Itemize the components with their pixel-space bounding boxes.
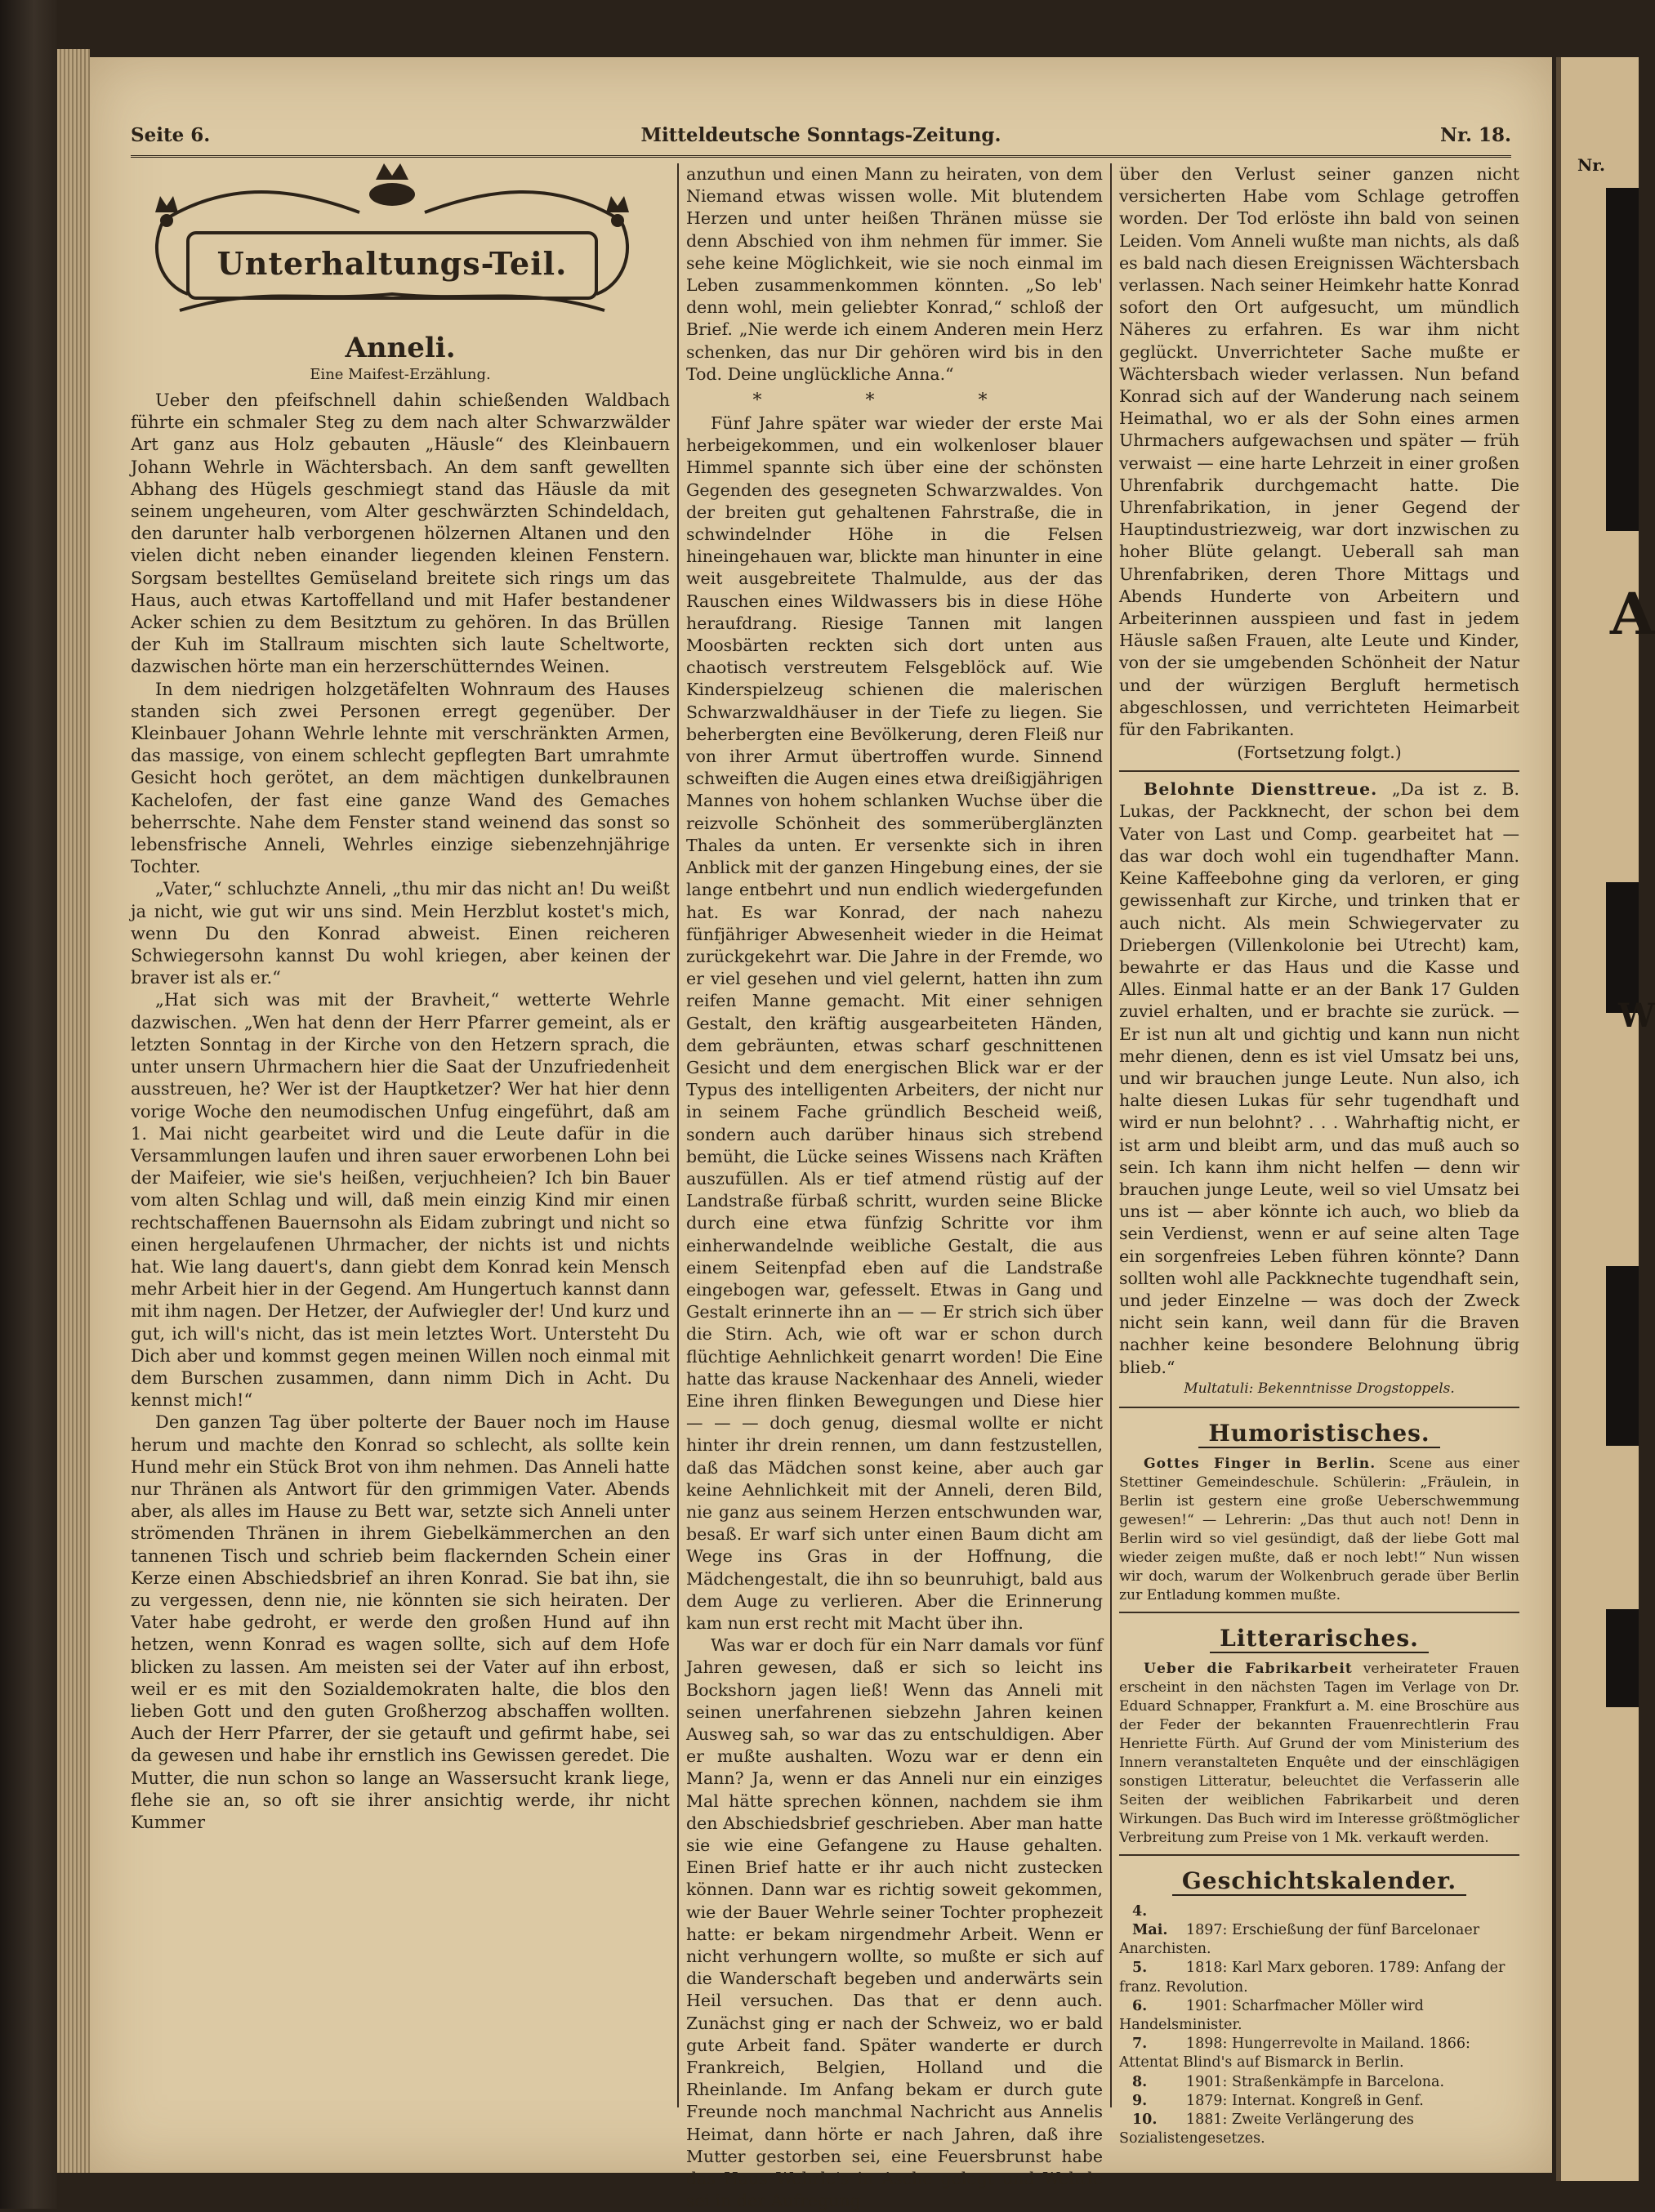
calendar-heading: Geschichtskalender. <box>1119 1867 1519 1894</box>
calendar-entry: 8. 1901: Straßenkämpfe in Barcelona. <box>1132 2073 1445 2090</box>
calendar-list <box>1119 1902 1519 2149</box>
calendar-entry: 6. 1901: Scharfmacher Möller wird Handelsminister. <box>1119 1997 1424 2033</box>
column-rule <box>677 163 679 2107</box>
section-break: * * * <box>752 390 1037 412</box>
notice-text: „Da ist z. B. Lukas, der Packknecht, der schon bei dem Vater von Last und Comp. gearbeitet hat — das war doch wohl ein tugendhafter Mann. Keine Kaffeebohne ging da verloren, er ging gewissenhaft zur Kirche, und trinken that er auch nicht. Als mein Schwiegervater zu Driebergen (Villenkolonie bei Utrecht) kam, bewahrte er das Haus und die Kasse und Alles. Einmal hatte er an der Bank 17 Gulden zuviel erhalten, und er brachte sie zurück. — Er ist nun alt und gichtig und kann nun nicht mehr dienen, denn es ist viel Umsatz bei uns, und wir brauchen junge Leute. Nun also, ich halte diesen Lukas für sehr tugendhaft und wird er nun belohnt? . . . Wahrhaftig nicht, er ist arm und bleibt arm, und das muß auch so sein. Ich kann ihm nicht helfen — denn wir brauchen junge Leute, weil so viel Umsatz bei uns ist — aber könnte ich auch, wo blieb da sein Verdienst, wenn er auf seine alten Tage ein sorgenfreies Leben führen könnte? Dann sollten wohl alle Packknechte tugendhaft sein, und jeder Einzelne — was doch der Zweck nicht sein kann, weil dann für die Braven nachher keine besondere Belohnung übrig blieb.“ <box>1119 779 1519 1377</box>
story-paragraph: Was war er doch für ein Narr damals vor fünf Jahren gewesen, daß er sich so leicht ins Bockshorn jagen ließ! Wenn das Anneli mit seinen unerfahrenen siebzehn Jahren keinen Ausweg sah, so war das zu entschuldigen. Aber er mußte aushalten. Wozu war er denn ein Mann? Ja, wenn er das Anneli nur ein einziges Mal hätte sprechen können, nachdem sie ihm den Abschiedsbrief geschrieben. Aber man hatte sie wie eine Gefangene zu Hause gehalten. Einen Brief hatte er ihr auch nicht zustecken können. Dann war es richtig soweit gekommen, wie der Bauer Wehrle seiner Tochter prophezeit hatte: er bekam nirgendmehr Arbeit. Wenn er nicht verhungern wollte, so mußte er sich auf die Wanderschaft begeben und anderwärts sein Heil versuchen. Das that er denn auch. Zunächst ging er nach der Schweiz, wo er bald gute Arbeit fand. Später wanderte er durch Frankreich, Belgien, Holland und die Rheinlande. Im Anfang bekam er durch gute Freunde noch manchmal Nachricht aus Annelis Heimat, dann hörte er nach Jahren, daß ihre Mutter gestorben sei, eine Feuersbrunst habe das Haus Wehrle's in Asche gelegt und Wehrle sei in der Aufregung <box>686 1635 1103 2211</box>
page-number: Seite 6. <box>131 124 211 146</box>
literary-heading: Litterarisches. <box>1119 1625 1519 1652</box>
divider <box>1119 1407 1519 1408</box>
calendar-entry: 4. Mai. 1897: Erschießung der fünf Barcelonaer Anarchisten. <box>1119 1902 1480 1958</box>
humor-block <box>1119 1455 1519 1605</box>
calendar-entry: 5. 1818: Karl Marx geboren. 1789: Anfang der franz. Revolution. <box>1119 1960 1506 1996</box>
story-paragraph: Den ganzen Tag über polterte der Bauer noch im Hause herum und machte den Konrad so schlecht, als sollte kein Hund mehr ein Stück Brot von ihm nehmen. Das Anneli hatte nur Thränen als Antwort für den grimmigen Vater. Abends aber, als alles im Hause zu Bett war, setzte sich Anneli unter strömenden Thränen in ihrem Giebelkämmerchen an den tannenen Tisch und schrieb beim flackernden Schein einer Kerze einen Abschiedsbrief an ihren Konrad. Sie bat ihn, sie zu vergessen, denn nie, nie könnten sie sich heiraten. Der Vater habe gedroht, er werde den großen Hund auf ihn hetzen, wenn Konrad es wagen sollte, sich auf dem Hofe blicken zu lassen. Am meisten sei der Vater auf ihn erbost, weil er es mit den Sozialdemokraten halte, die blos den lieben Gott und den guten Großherzog abschaffen wollten. Auch der Herr Pfarrer, der sie getauft und gefirmt habe, sei da gewesen und habe ihr ernstlich ins Gewissen geredet. Die Mutter, die nun schon so lange an Wassersucht krank liege, flehe sie an, so oft sie ihrer ansichtig werde, ihr nicht Kummer <box>131 1412 670 1832</box>
literary-block <box>1119 1660 1519 1848</box>
page-stack-edge <box>57 49 90 2173</box>
newspaper-title: Mitteldeutsche Sonntags-Zeitung. <box>640 124 1001 146</box>
divider <box>1119 1612 1519 1613</box>
adjacent-page-fragment: Nr. A W <box>1556 57 1639 2181</box>
story-title: Anneli. <box>345 332 456 364</box>
column-1 <box>131 163 670 2107</box>
section-title: Unterhaltungs-Teil. <box>216 245 568 282</box>
column-2 <box>686 163 1103 2211</box>
notice-source: Multatuli: Bekenntnisse Drogstoppels. <box>1184 1380 1455 1397</box>
story-paragraph: über den Verlust seiner ganzen nicht versicherten Habe vom Schlage getroffen worden. Der Tod erlöste ihn bald von seinen Leiden. Vom Anneli wußte man nichts, als daß es bald nach diesen Ereignissen Wächtersbach verlassen. Nach seiner Heimkehr hatte Konrad sofort den Ort aufgesucht, um mündlich Näheres zu erfahren. Es war ihm nicht geglückt. Unverrichteter Sache mußte er Wächtersbach wieder verlassen. Nun befand Konrad sich auf der Wanderung nach seinem Heimathal, wo er als der Sohn eines armen Uhrmachers aufgewachsen und später — früh verwaist — eine harte Lehrzeit in einer großen Uhrenfabrik durchgemacht hatte. Die Uhrenfabrikation, in jener Gegend der Hauptindustriezweig, war dort inzwischen zu hoher Blüte gelangt. Ueberall sah man Uhrenfabriken, deren Thore Mittags und Abends Hunderte von Arbeitern und Arbeiterinnen ausspieen und fast in jedem Häusle saßen Frauen, alte Leute und Kinder, von der sie umgebenden Schönheit der Natur und der würzigen Bergluft hermetisch abgeschlossen, und verrichteten Heimarbeit für den Fabrikanten. <box>1119 164 1519 740</box>
notice-article <box>1119 778 1519 1378</box>
column-3 <box>1119 163 1519 2147</box>
story-paragraph: „Hat sich was mit der Bravheit,“ wetterte Wehrle dazwischen. „Wen hat denn der Herr Pfarrer gemeint, als er letzten Sonntag in der Kirche von den Hetzern sprach, die unter unsern Uhrmachern hier die Saat der Unzufriedenheit ausstreuen, he? Wer ist der Hauptketzer? Wer hat hier denn vorige Woche den neumodischen Unfug eingeführt, daß am 1. Mai nicht gearbeitet wird und die Leute dafür in die Versammlungen laufen und ihren sauer erworbenen Lohn bei der Maifeier, wie sie's heißen, verjuchheien? Ich bin Bauer vom alten Schlag und will, daß mein einzig Kind mir einen rechtschaffenen Bauernsohn als Eidam zubringt und nicht so einen hergelaufenen Uhrmacher, der nichts ist und nichts hat. Wie lang dauert's, dann giebt dem Konrad kein Mensch mehr Arbeit hier in der Gegend. Am Hungertuch kannst dann mit ihm nagen. Der Hetzer, der Aufwiegler der! Und kurz und gut, ich will's nicht, das ist mein letztes Wort. Untersteht Du Dich aber und kommst gegen meinen Willen noch einmal mit dem Burschen zusammen, dann nimm Dich in Acht. Du kennst mich!“ <box>131 990 670 1411</box>
column-rule <box>1110 163 1112 2107</box>
story-paragraph: Ueber den pfeifschnell dahin schießenden Waldbach führte ein schmaler Steg zu dem nach alter Schwarzwälder Art ganz aus Holz gebauten „Häusle“ des Kleinbauern Johann Wehrle in Wächtersbach. An dem sanft gewellten Abhang des Hügels geschmiegt stand das Häusle da mit seinem ungeheuren, vom Alter geschwärzten Schindeldach, den darunter halb verborgenen hölzernen Altanen und den vielen dicht neben einander liegenden kleinen Fenstern. Sorgsam bestelltes Gemüseland breitete sich rings um das Haus, auch etwas Kartoffelland und mit Hafer bestandener Acker schien zu dem Besitztum zu gehören. In das Brüllen der Kuh im Stallraum mischten sich laute Scheltworte, dazwischen hörte man ein herzerschütterndes Weinen. <box>131 390 670 677</box>
literary-item-text: verheirateter Frauen erscheint in den nächsten Tagen im Verlage von Dr. Eduard Schnapper, Frankfurt a. M. eine Broschüre aus der Feder der bekannten Frauenrechtlerin Frau Henriette Fürth. Auf Grund der vom Ministerium des Innern veranstalteten Enquête und der einschlägigen sonstigen Litteratur, beleuchtet die Verfasserin alle Seiten der weiblichen Fabrikarbeit und deren Wirkungen. Das Buch wird im Interesse größtmöglicher Verbreitung zum Preise von 1 Mk. verkauft werden. <box>1119 1660 1519 1846</box>
literary-item-heading: Ueber die Fabrikarbeit <box>1144 1660 1353 1677</box>
calendar-entry: 7. 1898: Hungerrevolte in Mailand. 1866: Attentat Blind's auf Bismarck in Berlin. <box>1119 2036 1470 2072</box>
notice-heading: Belohnte Diensttreue. <box>1144 779 1378 800</box>
story-paragraph: „Vater,“ schluchzte Anneli, „thu mir das nicht an! Du weißt ja nicht, wie gut wir uns sind. Mein Herzblut kostet's mich, wenn Du den Konrad abweist. Einen reicheren Schwiegersohn kannst Du wohl kriegen, aber keinen der braver ist als er.“ <box>131 879 670 988</box>
story-paragraph: Fünf Jahre später war wieder der erste Mai herbeigekommen, und ein wolkenloser blauer Himmel spannte sich über eine der schönsten Gegenden des gesegneten Schwarzwaldes. Von der breiten gut gehaltenen Fahrstraße, die in schwindelnder Höhe in die Felsen hineingehauen war, blickte man hinunter in eine weit ausgebreitete Thalmulde, aus der das Rauschen eines Wildwassers bis in diese Höhe heraufdrang. Riesige Tannen mit langen Moosbärten reckten sich dort unten aus chaotisch verstreutem Felsgeblöck auf. Wie Kinderspielzeug schienen die malerischen Schwarzwaldhäuser in der Tiefe zu liegen. Sie beherbergten eine Bevölkerung, deren Fleiß nur von ihrer Armut übertroffen wurde. Sinnend schweiften die Augen eines etwa dreißigjährigen Mannes von hohem schlanken Wuchse über die reizvolle Schönheit des sommerüberglänzten Thales da unten. Er versenkte sich in ihren Anblick mit der ganzen Hingebung eines, der sie lange entbehrt und nun endlich wiedergefunden hat. Es war Konrad, der nach nahezu fünfjähriger Abwesenheit wieder in die Heimat zurückgekehrt war. Die Jahre in der Fremde, wo er viel gesehen und viel gelernt, hatten ihn zum reifen Manne gemacht. Mit einer sehnigen Gestalt, den kräftig ausgearbeiteten Händen, dem gebräunten, etwas scharf geschnittenen Gesicht und dem energischen Blick war er der Typus des intelligenten Arbeiters, der nicht nur in seinem Fache gründlich Bescheid weiß, sondern auch darüber hinaus sich strebend bemüht, die Lücke seines Wissens nach Kräften auszufüllen. Als er tief atmend rüstig auf der Landstraße fürbaß schritt, wurden seine Blicke durch eine etwa fünfzig Schritte vor ihm einherwandelnde weibliche Gestalt, die aus einem Seitenpfad eben auf die Landstraße eingebogen war, gefesselt. Etwas in Gang und Gestalt erinnerte ihn an — — Er strich sich über die Stirn. Ach, wie oft war er schon durch flüchtige Aehnlichkeit genarrt worden! Die Eine hatte das krause Nackenhaar des Anneli, wieder Eine ihren flinken Bewegungen und Diese hier — — — doch genug, diesmal wollte er nicht hinter ihr drein rennen, um dann festzustellen, daß das Mädchen sonst keine, aber auch gar keine Aehnlichkeit mit der Anneli, deren Bild, nie ganz aus seinem Herzen entschwunden war, besaß. Er warf sich unter einen Baum dicht am Wege ins Gras in der Hoffnung, die Mädchengestalt, die ihn so beunruhigt, bald aus dem Auge zu verlieren. Aber die Erinnerung kam nun erst recht mit Macht über ihn. <box>686 413 1103 1633</box>
calendar-entry: 9. 1879: Internat. Kongreß in Genf. <box>1132 2092 1424 2109</box>
story-subtitle: Eine Maifest-Erzählung. <box>310 366 491 383</box>
continued-note: (Fortsetzung folgt.) <box>1237 743 1402 763</box>
humor-heading: Humoristisches. <box>1119 1420 1519 1447</box>
running-head <box>131 123 1511 158</box>
humor-item-text: Scene aus einer Stettiner Gemeindeschule. Schülerin: „Fräulein, in Berlin ist gestern eine große Ueberschwemmung gewesen!“ — Lehrerin: „Das thut auch not! Denn in Berlin wird so viel gesündigt, daß der liebe Gott mal wieder zeigen mußte, daß er noch lebt!“ Nun wissen wir doch, warum der Wolkenbruch gerade über Berlin zur Entladung kommen mußte. <box>1119 1455 1519 1603</box>
story-paragraph: anzuthun und einen Mann zu heiraten, von dem Niemand etwas wissen wolle. Mit blutendem Herzen und unter heißen Thränen müsse sie denn Abschied von ihm nehmen für immer. Sie sehe keine Möglichkeit, wie sie noch einmal im Leben zusammenkommen könnten. „So leb' denn wohl, mein geliebter Konrad,“ schloß der Brief. „Nie werde ich einem Anderen mein Herz schenken, das nur Dir gehören wird bis in den Tod. Deine unglückliche Anna.“ <box>686 164 1103 384</box>
story-paragraph: In dem niedrigen holzgetäfelten Wohnraum des Hauses standen sich zwei Personen erregt gegenüber. Der Kleinbauer Johann Wehrle lehnte mit verschränkten Armen, das massige, von einem schlecht gepflegten Bart umrahmte Gesicht hoch gerötet, an dem mächtigen dunkelbraunen Kachelofen, der fast eine ganze Wand des Gemaches beherrschte. Nahe dem Fenster stand weinend das sonst so lebensfrische Anneli, Wehrles einzige siebenzehnjährige Tochter. <box>131 679 670 877</box>
section-banner <box>131 163 670 327</box>
calendar-entry: 10. 1881: Zweite Verlängerung des Sozialistengesetzes. <box>1119 2112 1414 2147</box>
book-binding <box>0 0 57 2209</box>
issue-number: Nr. 18. <box>1439 124 1511 146</box>
divider <box>1119 1854 1519 1856</box>
divider <box>1119 770 1519 772</box>
humor-item-heading: Gottes Finger in Berlin. <box>1144 1455 1376 1472</box>
